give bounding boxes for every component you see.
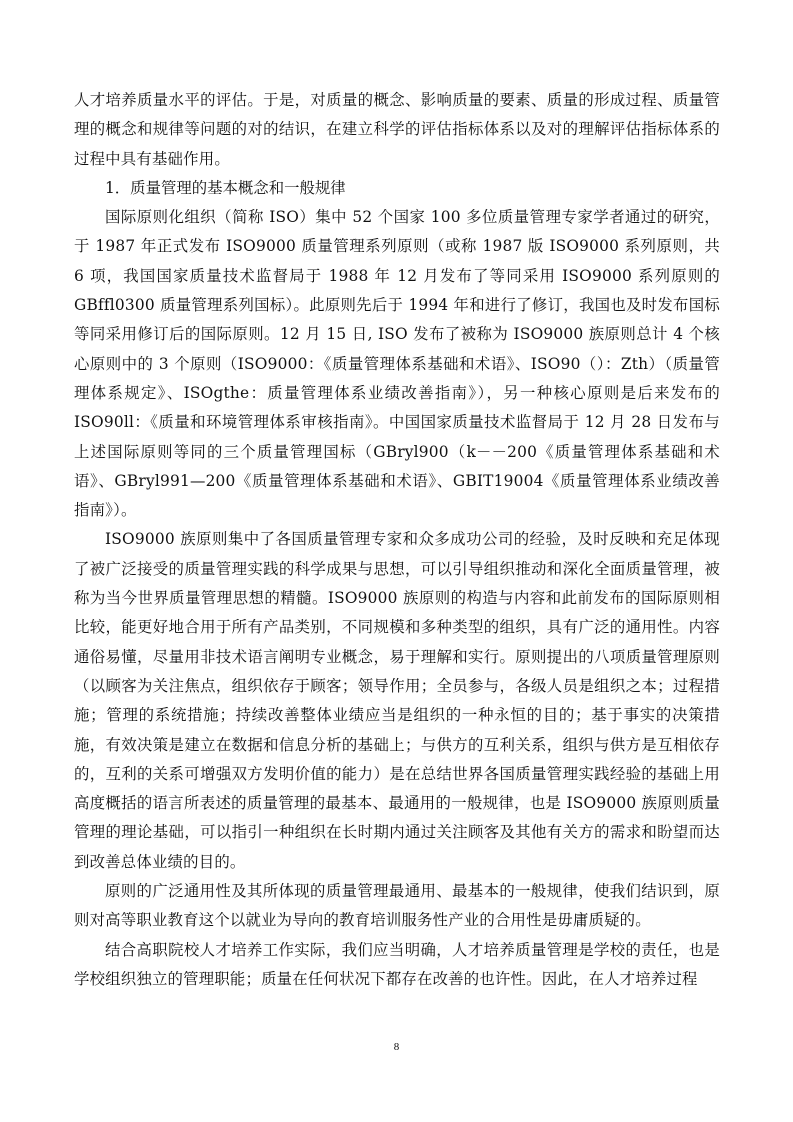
page-number: 8 <box>393 1041 400 1053</box>
paragraph-intro-continuation: 人才培养质量水平的评估。于是，对质量的概念、影响质量的要素、质量的形成过程、质量管理的概念和规律等问题的对的结识，在建立科学的评估指标体系以及对的理解评估指标体系的过程中具有基础作用。 <box>74 91 720 168</box>
document-body <box>74 86 720 994</box>
paragraph-iso-history: 国际原则化组织（简称 ISO）集中 52 个国家 100 多位质量管理专家学者通过的研究，于 1987 年正式发布 ISO9000 质量管理系列原则（或称 1987 版 ISO9000 系列原则，共 6 项，我国国家质量技术监督局于 1988 年 12 月发布了等同采用 ISO9000 系列原则的 GBffl0300 质量管理系列国标）。此原则先后于 1994 年和进行了修订，我国也及时发布国标等同采用修订后的国际原则。12 月 15 日, ISO 发布了被称为 ISO9000 族原则总计 4 个核心原则中的 3 个原则（ISO9000：《质量管理体系基础和术语》、ISO90（）：Zth）（质量管理体系规定》、ISOgthe：质量管理体系业绩改善指南》），另一种核心原则是后来发布的 ISO90ll：《质量和环境管理体系审核指南》。中国国家质量技术监督局于 12 月 28 日发布与上述国际原则等同的三个质量管理国标（GBryl900（k－－200《质量管理体系基础和术语》、GBryl991—200《质量管理体系基础和术语》、GBIT19004《质量管理体系业绩改善指南》）。 <box>74 208 720 520</box>
section-heading: 1．质量管理的基本概念和一般规律 <box>105 178 346 197</box>
paragraph-vocational-practice: 结合高职院校人才培养工作实际，我们应当明确，人才培养质量管理是学校的责任，也是学校组织独立的管理职能；质量在任何状况下都存在改善的也许性。因此，在人才培养过程 <box>74 940 720 988</box>
paragraph-iso9000-principles: ISO9000 族原则集中了各国质量管理专家和众多成功公司的经验，及时反映和充足体现了被广泛接受的质量管理实践的科学成果与思想，可以引导组织推动和深化全面质量管理，被称为当今世界质量管理思想的精髓。ISO9000 族原则的构造与内容和此前发布的国际原则相比较，能更好地合用于所有产品类别，不同规模和多种类型的组织，具有广泛的通用性。内容通俗易懂，尽量用非技术语言阐明专业概念，易于理解和实行。原则提出的八项质量管理原则（以顾客为关注焦点，组织依存于顾客；领导作用；全员参与，各级人员是组织之本；过程措施；管理的系统措施；持续改善整体业绩应当是组织的一种永恒的目的；基于事实的决策措施，有效决策是建立在数据和信息分析的基础上；与供方的互利关系，组织与供方是互相依存的，互利的关系可增强双方发明价值的能力）是在总结世界各国质量管理实践经验的基础上用高度概括的语言所表述的质量管理的最基本、最通用的一般规律，也是 ISO9000 族原则质量管理的理论基础，可以指引一种组织在长时期内通过关注顾客及其他有关方的需求和盼望而达到改善总体业绩的目的。 <box>74 530 720 871</box>
paragraph-applicability: 原则的广泛通用性及其所体现的质量管理最通用、最基本的一般规律，使我们结识到，原则对高等职业教育这个以就业为导向的教育培训服务性产业的合用性是毋庸质疑的。 <box>74 882 720 930</box>
